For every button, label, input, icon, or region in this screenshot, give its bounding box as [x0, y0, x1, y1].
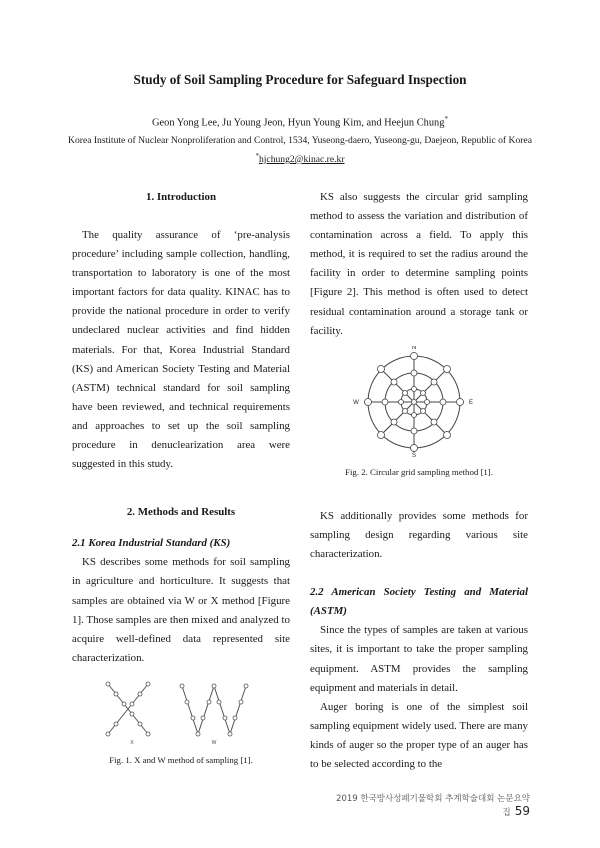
right-column	[310, 188, 528, 774]
section-heading-methods: 2. Methods and Results	[126, 506, 236, 519]
figure-1	[72, 680, 290, 767]
ks-paragraph: KS describes some methods for soil sampling in agriculture and horticulture. It suggests that samples are obtained via W or X method [Figure 1]. Those samples are then mixed and analyzed to acquire well-defined data represented site characterization.	[72, 556, 290, 664]
x-method-label: X	[130, 739, 134, 746]
east-label: E	[468, 399, 474, 406]
email-line	[0, 152, 600, 165]
footer-proceedings: 2019 한국방사성폐기물학회 추계학술대회 논문요약집	[336, 794, 530, 818]
author-mark: *	[444, 115, 448, 123]
affiliation: Korea Institute of Nuclear Nonproliferation and Control, 1534, Yuseong-daero, Yuseong-gu, Daejeon, Republic of Korea	[68, 135, 532, 146]
author-names: Geon Yong Lee, Ju Young Jeon, Hyun Young Kim, and Heejun Chung	[152, 117, 445, 129]
ks-additional-paragraph: KS additionally provides some methods for sampling design regarding various site characterization.	[310, 509, 528, 561]
north-label: N	[411, 345, 417, 351]
astm-paragraph-2: Auger boring is one of the simplest soil sampling equipment widely used. There are many kinds of auger so the proper type of an auger has to be selected according to the	[310, 700, 528, 770]
section-heading-introduction: 1. Introduction	[146, 191, 216, 203]
w-method-label: W	[211, 739, 217, 746]
circular-grid-diagram	[310, 346, 528, 458]
astm-paragraph-1: Since the types of samples are taken at various sites, it is important to take the proper sampling equipment. ASTM provides the sampling equipment and materials in detail.	[310, 624, 528, 694]
figure-2-caption: Fig. 2. Circular grid sampling method [1].	[345, 466, 493, 477]
intro-paragraph: The quality assurance of ‘pre-analysis procedure’ including sample collection, handling, transportation to laboratory is one of the most important factors for data quality. KINAC has to provide the national procedure in order to verify undeclared nuclear activities and find hidden materials. For that, Korea Industrial Standard (KS) and American Society Testing and Material (ASTM) technical standard for soil sampling have been reviewed, and technical requirements and approaches to set up the soil sampling procedure in denuclearization area were suggested in this study.	[72, 229, 290, 471]
author-list	[0, 115, 600, 128]
email-link[interactable]: hjchung2@kinac.re.kr	[258, 154, 345, 166]
figure-1-caption: Fig. 1. X and W method of sampling [1].	[109, 754, 253, 765]
left-column	[72, 188, 290, 767]
figure-2	[310, 346, 528, 479]
west-label: W	[353, 399, 359, 406]
paper-title: Study of Soil Sampling Procedure for Safeguard Inspection	[133, 72, 467, 87]
subsection-heading-ks: 2.1 Korea Industrial Standard (KS)	[72, 537, 231, 550]
page-footer	[330, 792, 530, 818]
south-label: S	[411, 452, 417, 458]
page-number: 59	[514, 804, 530, 818]
subsection-heading-astm: 2.2 American Society Testing and Material (ASTM)	[310, 586, 528, 618]
email-mark: *	[255, 152, 259, 160]
x-w-sampling-diagram	[72, 680, 290, 746]
circular-grid-paragraph: KS also suggests the circular grid sampling method to assess the variation and distribution of contamination across a field. To apply this method, it is required to set the radius around the facility in order to determine sampling points [Figure 2]. This method is often used to detect residual contamination around a storage tank or facility.	[310, 191, 528, 337]
